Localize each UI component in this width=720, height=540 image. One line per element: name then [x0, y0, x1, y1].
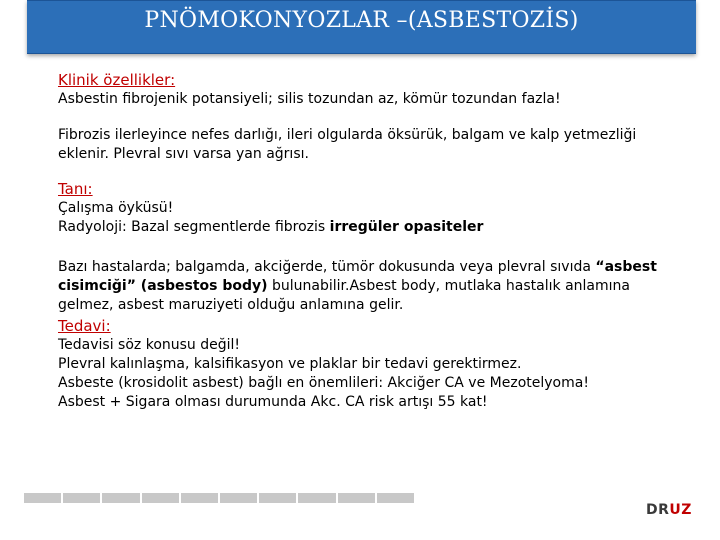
- tani-p2-line-2-bold: cisimciği” (asbestos body): [58, 278, 268, 294]
- tani-p2-line-1-bold: “asbest: [595, 259, 657, 275]
- tani-line-2-text: Radyoloji: Bazal segmentlerde fibrozis: [58, 219, 330, 235]
- tani-p2-line-1: [58, 258, 698, 277]
- tani-line-2: [58, 218, 698, 237]
- tani-line-1: Çalışma öyküsü!: [58, 200, 174, 216]
- tani-line-2-bold: irregüler opasiteler: [329, 219, 484, 235]
- tedavi-line-2: Plevral kalınlaşma, kalsifikasyon ve plaklar bir tedavi gerektirmez.: [58, 356, 522, 372]
- klinik-heading: Klinik özellikler:: [58, 71, 176, 89]
- klinik-line-2a: Fibrozis ilerleyince nefes darlığı, ileri olgularda öksürük, balgam ve kalp yetmezliği: [58, 127, 637, 143]
- tedavi-heading: Tedavi:: [58, 317, 111, 335]
- footer-segment: [181, 493, 220, 503]
- footer-segment: [24, 493, 63, 503]
- tani-p2-line-2: [58, 277, 698, 296]
- footer-segment: [377, 493, 414, 503]
- logo-uz: UZ: [669, 502, 692, 518]
- logo-dr: DR: [646, 502, 670, 518]
- tedavi-line-1: Tedavisi söz konusu değil!: [58, 337, 241, 353]
- footer-segment: [63, 493, 102, 503]
- klinik-line-2b: eklenir. Plevral sıvı varsa yan ağrısı.: [58, 146, 309, 162]
- tani-heading: Tanı:: [58, 180, 93, 198]
- footer-bar: [24, 493, 414, 503]
- druz-logo: [646, 502, 692, 518]
- slide-content: [58, 70, 698, 412]
- title-bar: [27, 0, 696, 54]
- klinik-line-1: Asbestin fibrojenik potansiyeli; silis tozundan az, kömür tozundan fazla!: [58, 91, 561, 107]
- footer-segment: [298, 493, 337, 503]
- tani-p2-line-2-text: bulunabilir.Asbest body, mutlaka hastalık anlamına: [267, 278, 630, 294]
- footer-segment: [220, 493, 259, 503]
- footer-segment: [259, 493, 298, 503]
- tani-p2-line-1-text: Bazı hastalarda; balgamda, akciğerde, tümör dokusunda veya plevral sıvıda: [58, 259, 596, 275]
- tedavi-line-3: Asbeste (krosidolit asbest) bağlı en önemlileri: Akciğer CA ve Mezotelyoma!: [58, 375, 589, 391]
- footer-segment: [102, 493, 141, 503]
- tedavi-line-4: Asbest + Sigara olması durumunda Akc. CA risk artışı 55 kat!: [58, 394, 488, 410]
- footer-segment: [142, 493, 181, 503]
- footer-segment: [338, 493, 377, 503]
- tani-p2-line-3: gelmez, asbest maruziyeti olduğu anlamına gelir.: [58, 297, 404, 313]
- page-title: PNÖMOKONYOZLAR –(ASBESTOZİS): [144, 8, 579, 33]
